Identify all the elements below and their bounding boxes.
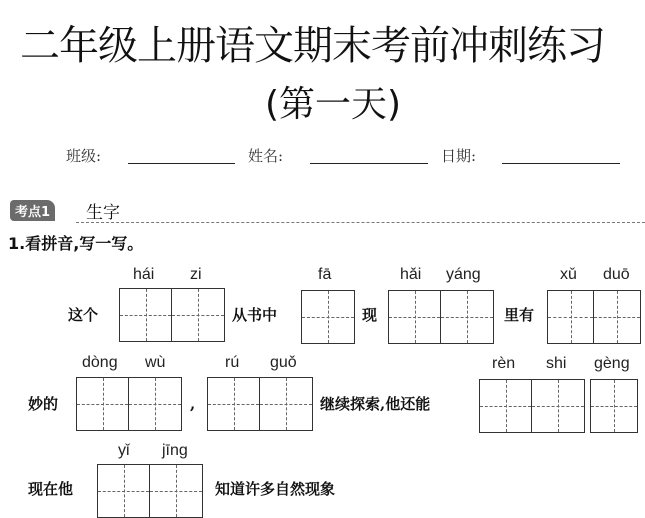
pinyin: hái bbox=[133, 266, 155, 283]
pinyin: fā bbox=[318, 266, 332, 283]
section-divider bbox=[76, 222, 645, 223]
pinyin: hǎi bbox=[400, 266, 422, 283]
writing-grid[interactable] bbox=[301, 290, 355, 344]
writing-grid[interactable] bbox=[590, 379, 638, 433]
sentence-text: 从书中 bbox=[232, 306, 278, 324]
pinyin: rèn bbox=[492, 355, 516, 372]
pinyin: dòng bbox=[82, 354, 118, 371]
name-field[interactable] bbox=[310, 163, 428, 164]
question-text: 1.看拼音,写一写。 bbox=[8, 234, 144, 253]
pinyin: gèng bbox=[594, 355, 630, 372]
writing-grid[interactable] bbox=[207, 377, 313, 431]
pinyin: zi bbox=[190, 266, 202, 283]
name-label: 姓名: bbox=[248, 147, 284, 165]
pinyin: wù bbox=[145, 354, 166, 371]
class-label: 班级: bbox=[66, 147, 102, 165]
writing-grid[interactable] bbox=[119, 288, 225, 342]
sentence-text: 里有 bbox=[504, 306, 535, 324]
page-subtitle: (第一天) bbox=[265, 84, 402, 125]
pinyin: yǐ bbox=[118, 442, 130, 459]
writing-grid[interactable] bbox=[76, 377, 182, 431]
writing-grid[interactable] bbox=[547, 290, 641, 344]
pinyin: jīng bbox=[162, 442, 188, 459]
sentence-text: 现 bbox=[362, 306, 378, 324]
date-field[interactable] bbox=[502, 163, 620, 164]
pinyin: yáng bbox=[446, 266, 481, 283]
writing-grid[interactable] bbox=[388, 290, 494, 344]
sentence-text: , bbox=[190, 395, 196, 413]
class-field[interactable] bbox=[128, 163, 235, 164]
writing-grid[interactable] bbox=[97, 464, 203, 518]
pinyin: duō bbox=[603, 266, 630, 283]
pinyin: shi bbox=[546, 355, 567, 372]
writing-grid[interactable] bbox=[479, 379, 585, 433]
sentence-text: 妙的 bbox=[28, 395, 59, 413]
date-label: 日期: bbox=[441, 147, 477, 165]
sentence-text: 继续探索,他还能 bbox=[320, 395, 431, 413]
pinyin: guǒ bbox=[270, 354, 297, 371]
sentence-text: 知道许多自然现象 bbox=[215, 480, 336, 498]
pinyin: rú bbox=[225, 354, 240, 371]
pinyin: xǔ bbox=[560, 266, 577, 283]
sentence-text: 现在他 bbox=[28, 480, 74, 498]
page-title: 二年级上册语文期末考前冲刺练习 bbox=[20, 23, 605, 69]
section-badge: 考点1 bbox=[10, 200, 55, 221]
section-title: 生字 bbox=[86, 203, 120, 223]
sentence-text: 这个 bbox=[68, 306, 99, 324]
